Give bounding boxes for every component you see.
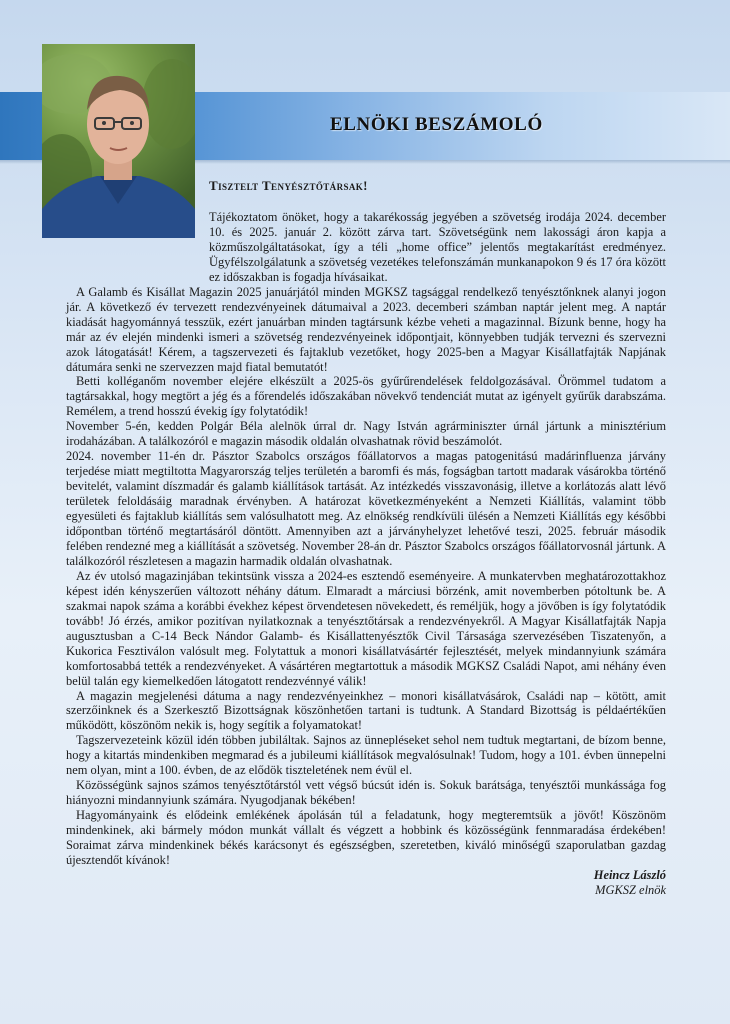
paragraph: Betti kolléganőm november elejére elkészült a 2025-ös gyűrűrendelések feldolgozásával. Örömmel tudatom a tagtársakkal, hogy megtört a jég és a főrendelés időszakában növekvő tendenciát mutat az igényelt gyűrűk darabszáma. Remélem, a trend hosszú évekig így folytatódik! xyxy=(66,374,666,419)
paragraph: Tagszervezeteink közül idén többen jubiláltak. Sajnos az ünnepléseket sehol nem tudtuk megtartani, de bízom benne, hogy a kitartás mindenkiben megmarad és a jubileumi kiállítások megvalósulnak! Tudom, hogy a 101. évben ünnepelni nem olyan, mint a 100. évben, de az elődök tiszteletének nem évül el. xyxy=(66,733,666,778)
article-body xyxy=(66,210,666,898)
paragraph: Hagyományaink és elődeink emlékének ápolásán túl a feladatunk, hogy megteremtsük a jövőt! Köszönöm mindenkinek, aki bármely módon munkát vállalt és végzett a hobbink és közösségünk fennmaradása érdekében! Soraimat zárva mindenkinek békés karácsonyt és egészségben, szeretetben, kiváló minőségű szaporulatban gazdag újesztendőt kívánok! xyxy=(66,808,666,867)
paragraph: 2024. november 11-én dr. Pásztor Szabolcs országos főállatorvos a magas patogenitású madárinfluenza járvány terjedése miatt megtiltotta Magyarország teljes területén a baromfi és más, fogságban tartott madarak vásárokba történő bevitelét, valamint díszmadár és galamb kiállítások tartását. Az intézkedés visszavonásig, illetve a korlátozás alatt lévő területek feloldásáig maradnak érvényben. A határozat következményeként a Nemzeti Kiállítás, valamint több egyesületi és fajtaklub kiállítás sem valósulhatott meg. Az elnökség rendkívüli ülésén a Nemzeti Kiállítás egy későbbi időpontban történő megtartásáról döntött. Amennyiben azt a járványhelyzet lehetővé teszi, 2025. február második felében rendezné meg a kiállítását a szövetség. November 28-án dr. Pásztor Szabolcs országos főállatorvosnál jártunk. A találkozóról részletesen a magazin harmadik oldalán olvashatnak. xyxy=(66,449,666,568)
signature-name: Heincz László xyxy=(593,867,666,882)
author-portrait xyxy=(42,44,195,238)
signature-block xyxy=(66,868,666,898)
signature-role: MGKSZ elnök xyxy=(595,882,666,897)
paragraph: A magazin megjelenési dátuma a nagy rendezvényeinkhez – monori kisállatvásárok, Családi nap – kötött, amit szerzőinknek és a Szerkesztő Bizottságnak köszönhetően tartani is tudtunk. A Standard Bizottság is példaértékűen működött, köszönöm nekik is, hogy segítik a folyamatokat! xyxy=(66,688,666,733)
greeting: Tisztelt Tenyésztőtársak! xyxy=(209,178,368,193)
paragraph: Az év utolsó magazinjában tekintsünk vissza a 2024-es esztendő eseményeire. A munkatervben meghatározottakhoz képest idén kényszerűen változott néhány dátum. Elmaradt a márciusi börzénk, amit novemberben pótoltunk be. A szakmai napok száma a korábbi évekhez képest örvendetesen növekedett, és reméljük, hogy a jövőben is így folytatódik tovább! Jó érzés, amikor pozitívan nyilatkoznak a tenyésztőtársak a rendezvényekről. A Magyar Kisállatfajták Napja augusztusban a C-14 Beck Nándor Galamb- és Kisállattenyésztők Civil Társasága szervezésében Tiszatenyőn, a Kukorica Fesztiválon valósult meg. Folytattuk a monori kisállatvásártér fejlesztését, melyek mindannyiunk számára komfortosabbá tették a rendezvényeket. A vásártéren megtartottuk a második MGKSZ Családi Napot, ami néhány éven belül talán egy kiemelkedően látogatott rendezvénnyé válik! xyxy=(66,568,666,688)
page-title: ELNÖKI BESZÁMOLÓ xyxy=(330,114,543,135)
paragraph: Közösségünk sajnos számos tenyésztőtárstól vett végső búcsút idén is. Sokuk barátsága, tenyésztői munkássága fog hiányozni mindannyiunk számára. Nyugodjanak békében! xyxy=(66,778,666,808)
paragraph: A Galamb és Kisállat Magazin 2025 januárjától minden MGKSZ tagsággal rendelkező tenyésztőnknek alanyi jogon jár. A következő év tervezett rendezvényeinek dátumaival a 2023. decemberi számban naptár jelent meg. A naptár kiadását hagyománnyá tesszük, ezért januárban minden tagtársunk kézbe veheti a magazinnal. Bízunk benne, hogy ha már az év elején mindenki ismeri a szövetség rendezvényeinek időpontjait, könnyebben tudják tervezni és szervezni azok látogatását! Kérem, a tagszervezeti és fajtaklub vezetőket, hogy 2025-ben a Magyar Kisállatfajták Napjának dátumára senki ne szervezzen majd fiatal bemutatót! xyxy=(66,284,666,374)
portrait-illustration xyxy=(42,44,195,238)
paragraph: November 5-én, kedden Polgár Béla alelnök úrral dr. Nagy István agrárminiszter úrnál jártunk a minisztérium irodaházában. A találkozóról e magazin második oldalán olvashatnak rövid beszámolót. xyxy=(66,419,666,449)
paragraph: Tájékoztatom önöket, hogy a takarékosság jegyében a szövetség irodája 2024. december 10. és 2025. január 2. között zárva tart. Szövetségünk nem lakossági áron kapja a közműszolgáltatásokat, így a téli „home office” jelentős megtakarítást eredményez. Ügyfélszolgálatunk a szövetség vezetékes telefonszámán munkanapokon 9 és 17 óra között ez időszakban is fogadja hívásaikat. xyxy=(209,210,666,284)
